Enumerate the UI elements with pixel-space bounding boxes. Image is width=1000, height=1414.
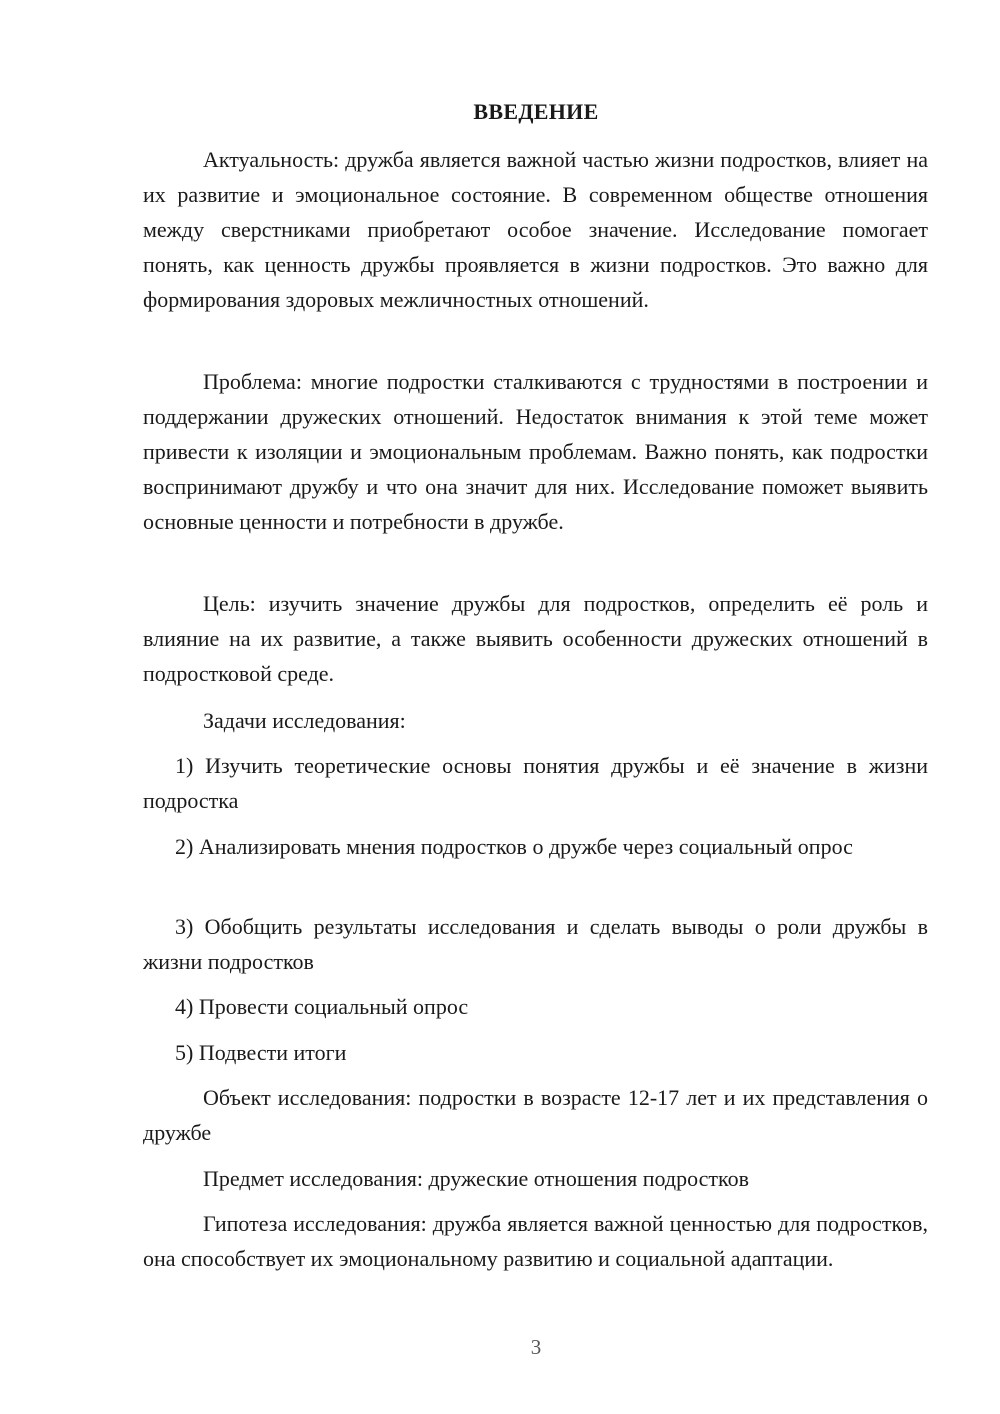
task-item: 4) Провести социальный опрос bbox=[175, 994, 469, 1019]
task-item: 5) Подвести итоги bbox=[175, 1040, 347, 1065]
goal-paragraph: Цель: изучить значение дружбы для подростков, определить её роль и влияние на их развитие, а также выявить особенности дружеских отношений в подростковой среде. bbox=[143, 591, 928, 686]
task-item: 1) Изучить теоретические основы понятия дружбы и её значение в жизни подростка bbox=[143, 753, 928, 813]
hypothesis-paragraph: Гипотеза исследования: дружба является важной ценностью для подростков, она способствует их эмоциональному развитию и социальной адаптации. bbox=[143, 1211, 928, 1271]
page-title: ВВЕДЕНИЕ bbox=[473, 99, 599, 124]
problem-paragraph: Проблема: многие подростки сталкиваются с трудностями в построении и поддержании дружеских отношений. Недостаток внимания к этой теме может привести к изоляции и эмоциональным проблемам. Важно понять, как подростки воспринимают дружбу и что она значит для них. Исследование поможет выявить основные ценности и потребности в дружбе. bbox=[143, 369, 928, 534]
tasks-heading: Задачи исследования: bbox=[203, 708, 406, 733]
task-item: 3) Обобщить результаты исследования и сделать выводы о роли дружбы в жизни подростков bbox=[143, 914, 928, 974]
subject-paragraph: Предмет исследования: дружеские отношения подростков bbox=[203, 1166, 749, 1191]
task-item: 2) Анализировать мнения подростков о дружбе через социальный опрос bbox=[175, 834, 853, 859]
relevance-paragraph: Актуальность: дружба является важной частью жизни подростков, влияет на их развитие и эмоциональное состояние. В современном обществе отношения между сверстниками приобретают особое значение. Исследование помогает понять, как ценность дружбы проявляется в жизни подростков. Это важно для формирования здоровых межличностных отношений. bbox=[143, 147, 928, 312]
object-paragraph: Объект исследования: подростки в возрасте 12-17 лет и их представления о дружбе bbox=[143, 1085, 928, 1145]
page-number: 3 bbox=[530, 1335, 542, 1359]
